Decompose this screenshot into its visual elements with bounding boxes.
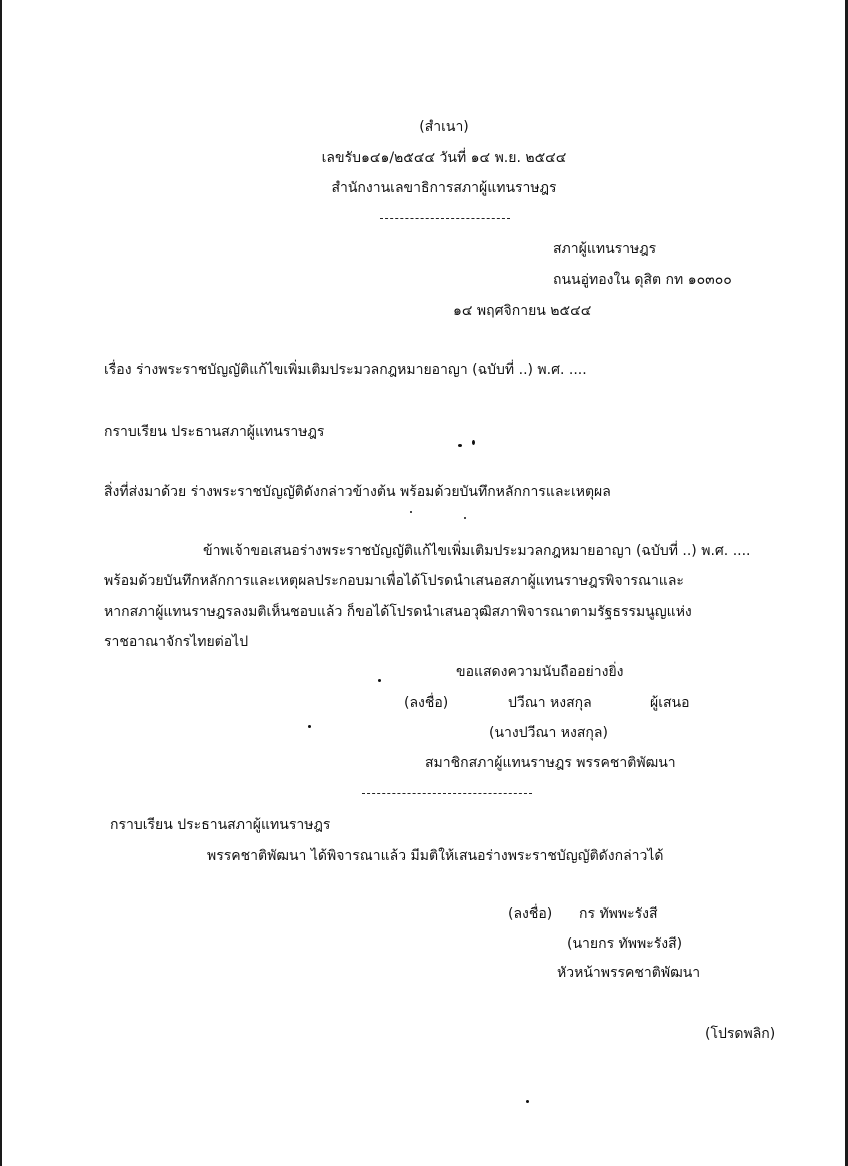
endorser-full-name: (นายกร ทัพพะรังสี) [567, 936, 683, 952]
body-line-4: ราชอาณาจักรไทยต่อไป [104, 634, 249, 650]
body-line-2: พร้อมด้วยบันทึกหลักการและเหตุผลประกอบมาเพื่อได้โปรดนำเสนอสภาผู้แทนราษฎรพิจารณาและ [104, 573, 684, 589]
office-name: สำนักงานเลขาธิการสภาผู้แทนราษฎร [331, 180, 557, 196]
endorser-position: หัวหน้าพรรคชาติพัฒนา [557, 965, 701, 981]
endorser-signed-label: (ลงชื่อ) [508, 906, 553, 922]
copy-mark: (สำเนา) [419, 119, 469, 135]
proposer-position: สมาชิกสภาผู้แทนราษฎร พรรคชาติพัฒนา [425, 755, 676, 771]
body-line-3: หากสภาผู้แทนราษฎรลงมติเห็นชอบแล้ว ก็ขอได้โปรดนำเสนอวุฒิสภาพิจารณาตามรัฐธรรมนูญแห่ง [104, 604, 692, 620]
turn-over-note: (โปรดพลิก) [705, 1026, 776, 1042]
sender-address-line2: ถนนอู่ทองใน ดุสิต กท ๑๐๓๐๐ [553, 272, 732, 288]
section-divider [362, 793, 532, 794]
scan-speck [464, 517, 466, 519]
endorsement-statement: พรรคชาติพัฒนา ได้พิจารณาแล้ว มีมติให้เสนอร่างพระราชบัญญัติดังกล่าวได้ [207, 848, 664, 864]
body-line-1: ข้าพเจ้าขอเสนอร่างพระราชบัญญัติแก้ไขเพิ่มเติมประมวลกฎหมายอาญา (ฉบับที่ ..) พ.ศ. .... [203, 543, 751, 559]
proposer-full-name: (นางปวีณา หงสกุล) [489, 725, 608, 741]
endorsement-salutation: กราบเรียน ประธานสภาผู้แทนราษฎร [110, 817, 331, 833]
enclosure-line: สิ่งที่ส่งมาด้วย ร่างพระราชบัญญัติดังกล่าวข้างต้น พร้อมด้วยบันทึกหลักการและเหตุผล [104, 484, 611, 500]
scan-speck [378, 679, 381, 682]
letter-date: ๑๔ พฤศจิกายน ๒๕๔๔ [453, 303, 592, 319]
closing-regards: ขอแสดงความนับถืออย่างยิ่ง [456, 664, 624, 680]
header-divider [380, 218, 510, 219]
scan-speck [410, 511, 412, 513]
signature-name: ปวีณา หงสกุล [508, 695, 592, 711]
scan-edge-left [0, 0, 2, 1166]
endorser-signature: กร ทัพพะรังสี [579, 906, 658, 922]
sender-address-line1: สภาผู้แทนราษฎร [553, 241, 657, 257]
signed-label: (ลงชื่อ) [404, 695, 449, 711]
proposer-role: ผู้เสนอ [650, 695, 690, 711]
scan-speck [458, 444, 462, 447]
scan-speck [472, 440, 475, 445]
scan-speck [308, 725, 311, 728]
scan-speck [526, 1100, 529, 1103]
subject-line: เรื่อง ร่างพระราชบัญญัติแก้ไขเพิ่มเติมประมวลกฎหมายอาญา (ฉบับที่ ..) พ.ศ. .... [104, 362, 587, 378]
salutation: กราบเรียน ประธานสภาผู้แทนราษฎร [104, 424, 325, 440]
receipt-number: เลขรับ๑๔๑/๒๕๔๔ วันที่ ๑๔ พ.ย. ๒๕๔๔ [321, 150, 567, 166]
